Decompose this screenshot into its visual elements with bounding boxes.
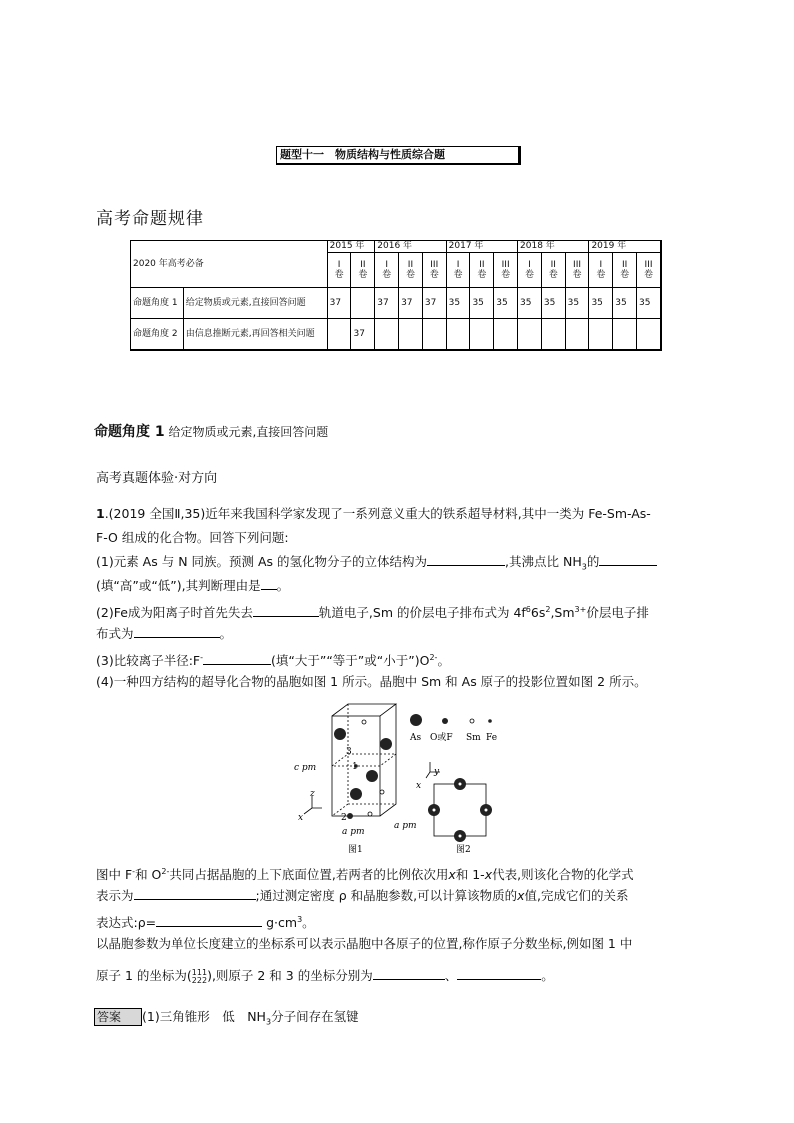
proj-sm-atom <box>485 809 488 812</box>
crystal-figure <box>290 696 510 858</box>
question-1-line2: F-O 组成的化合物。回答下列问题: <box>96 530 289 545</box>
value-cell: 35 <box>518 288 542 319</box>
as-atom <box>350 788 362 800</box>
angle-title: 命题角度 1 给定物质或元素,直接回答问题 <box>94 424 329 440</box>
section-title: 高考命题规律 <box>96 209 204 229</box>
answer-blank[interactable] <box>457 965 541 980</box>
value-cell <box>518 319 542 351</box>
volume-header: III 卷 <box>494 253 518 288</box>
value-cell <box>470 319 494 351</box>
question-1-line1: 1.(2019 全国Ⅱ,35)近年来我国科学家发现了一系列意义重大的铁系超导材料,其中一类为 Fe-Sm-As- <box>96 506 651 521</box>
table-corner-cell: 2020 年高考必备 <box>131 241 328 288</box>
answer-text: (1)三角锥形 低 $NH_3$分子间存在氢键 <box>142 1009 359 1027</box>
value-cell <box>565 319 589 351</box>
proj-sm-atom <box>459 783 462 786</box>
fraction: 1 2 <box>196 967 202 985</box>
proj-sm-atom <box>433 809 436 812</box>
answer-blank[interactable] <box>156 912 262 927</box>
volume-header: II 卷 <box>470 253 494 288</box>
answer-blank[interactable] <box>373 965 445 980</box>
as-atom <box>380 738 392 750</box>
volume-header: II 卷 <box>613 253 637 288</box>
desc-cell: 由信息推断元素,再回答相关问题 <box>183 319 327 351</box>
value-cell: 35 <box>494 288 518 319</box>
atom-2-label: 2 <box>341 813 347 823</box>
value-cell <box>541 319 565 351</box>
value-cell: 37 <box>375 288 399 319</box>
legend-sm-marker <box>470 719 474 723</box>
legend-as-marker <box>410 714 422 726</box>
answer-blank[interactable] <box>427 551 505 566</box>
answer-tag: 答案 <box>94 1008 142 1026</box>
volume-header: I 卷 <box>327 253 351 288</box>
volume-header: III 卷 <box>565 253 589 288</box>
desc-cell: 给定物质或元素,直接回答问题 <box>183 288 327 319</box>
question-1-part4-text3: 表达式:ρ= $g\cdot cm^3$。 <box>96 908 700 935</box>
value-cell: 37 <box>399 288 423 319</box>
volume-header: II 卷 <box>351 253 375 288</box>
value-cell: 37 <box>422 288 446 319</box>
value-cell <box>351 288 375 319</box>
a-pm-label: a pm <box>342 827 365 837</box>
value-cell: 35 <box>541 288 565 319</box>
legend-as: As <box>410 733 422 743</box>
value-cell <box>375 319 399 351</box>
year-header: 2018 年 <box>518 241 589 253</box>
value-cell <box>446 319 470 351</box>
table-row <box>131 288 662 319</box>
axis-z-label: z <box>310 789 315 799</box>
legend-o-or-f-marker <box>442 718 448 724</box>
o-or-f-atom <box>368 812 372 816</box>
answer-blank[interactable] <box>134 885 256 900</box>
proj-sm-atom <box>459 835 462 838</box>
volume-header: I 卷 <box>375 253 399 288</box>
question-1-part2-cont: 布式为 。 <box>96 622 700 646</box>
question-1-part4: (4)一种四方结构的超导化合物的晶胞如图 1 所示。晶胞中 Sm 和 As 原子的投影位置如图 2 所示。 <box>96 674 647 689</box>
value-cell: 35 <box>470 288 494 319</box>
value-cell <box>589 319 613 351</box>
year-header: 2019 年 <box>589 241 661 253</box>
question-1-part1: (1)元素 As 与 N 同族。预测 As 的氢化物分子的立体结构为 ,其沸点比 $NH_3$的 <box>96 550 700 580</box>
question-1-part4-text5: 原子 1 的坐标为(1 21 21 2),则原子 2 和 3 的坐标分别为 、 。 <box>96 964 700 988</box>
answer-blank[interactable] <box>253 602 319 617</box>
as-atom <box>366 770 378 782</box>
value-cell: 35 <box>613 288 637 319</box>
o-or-f-atom <box>362 720 366 724</box>
answer-blank[interactable] <box>134 623 220 638</box>
axis-x-label: x <box>298 813 304 823</box>
table-header-row <box>131 241 662 253</box>
sm-atom <box>347 813 353 819</box>
fraction: 1 2 <box>191 967 197 985</box>
year-header: 2015 年 <box>327 241 375 253</box>
value-cell <box>613 319 637 351</box>
value-cell: 37 <box>351 319 375 351</box>
volume-header: I 卷 <box>446 253 470 288</box>
volume-header: II 卷 <box>541 253 565 288</box>
question-1-part1-cont: (填“高”或“低”),其判断理由是 。 <box>96 574 700 598</box>
figure-2-caption: 图2 <box>456 845 471 855</box>
answer-blank[interactable] <box>203 650 271 665</box>
value-cell: 35 <box>589 288 613 319</box>
legend-markers <box>410 714 492 726</box>
o-or-f-atom <box>380 790 384 794</box>
volume-header: III 卷 <box>422 253 446 288</box>
cell-mid-plane <box>332 754 396 766</box>
angle-cell: 命题角度 2 <box>131 319 184 351</box>
value-cell: 35 <box>637 288 661 319</box>
c-pm-label: c pm <box>294 763 317 773</box>
year-header: 2017 年 <box>446 241 517 253</box>
question-1-part4-text4: 以晶胞参数为单位长度建立的坐标系可以表示晶胞中各原子的位置,称作原子分数坐标,例如图 1 中 <box>96 936 633 951</box>
value-cell: 35 <box>565 288 589 319</box>
value-cell <box>422 319 446 351</box>
as-atom <box>334 728 346 740</box>
answer-blank[interactable] <box>599 551 657 566</box>
question-1-part3: (3)比较离子半径:F- (填“大于”“等于”或“小于$”)O^{2-}$。 <box>96 646 700 673</box>
sub-title: 高考真题体验·对方向 <box>96 471 218 486</box>
fig2-y-label: y <box>434 767 440 777</box>
value-cell <box>327 319 351 351</box>
legend-sm: Sm <box>466 733 481 743</box>
volume-header: I 卷 <box>518 253 542 288</box>
volume-header: I 卷 <box>589 253 613 288</box>
angle-cell: 命题角度 1 <box>131 288 184 319</box>
question-1-part4-text2: 表示为 ;通过测定密度 ρ 和晶胞参数,可以计算该物质的x值,完成它们的关系 <box>96 884 700 908</box>
fraction: 1 2 <box>201 967 208 985</box>
exam-pattern-table <box>130 240 662 351</box>
question-1-part4-text1: 图中 F-和 $O^{2-}$共同占据晶胞的上下底面位置,若两者的比例依次用x和 1-x代表,则该化合物的化学式 <box>96 867 634 883</box>
legend-fe-marker <box>488 719 492 723</box>
volume-header: III 卷 <box>637 253 661 288</box>
fig2-x-label: x <box>416 781 422 791</box>
atom-1-label: 1 <box>352 762 358 772</box>
value-cell: 35 <box>446 288 470 319</box>
figure-1-caption: 图1 <box>348 845 363 855</box>
value-cell: 37 <box>327 288 351 319</box>
year-header: 2016 年 <box>375 241 446 253</box>
value-cell <box>399 319 423 351</box>
table-row <box>131 319 662 351</box>
a-pm-label-2: a pm <box>394 821 417 831</box>
value-cell <box>494 319 518 351</box>
legend-o-or-f: O或F <box>430 733 453 743</box>
answer-blank[interactable] <box>261 575 277 590</box>
volume-header: II 卷 <box>399 253 423 288</box>
value-cell <box>637 319 661 351</box>
question-type-title: 题型十一 物质结构与性质综合题 <box>276 146 521 165</box>
atom-3-label: 3 <box>346 747 352 757</box>
legend-fe: Fe <box>486 733 498 743</box>
question-1-part2: (2)Fe成为阳离子时首先失去 轨道电子,Sm 的价层电子排布式为 $4f^66s^2,Sm^{3+}$价层电子排 <box>96 598 700 625</box>
